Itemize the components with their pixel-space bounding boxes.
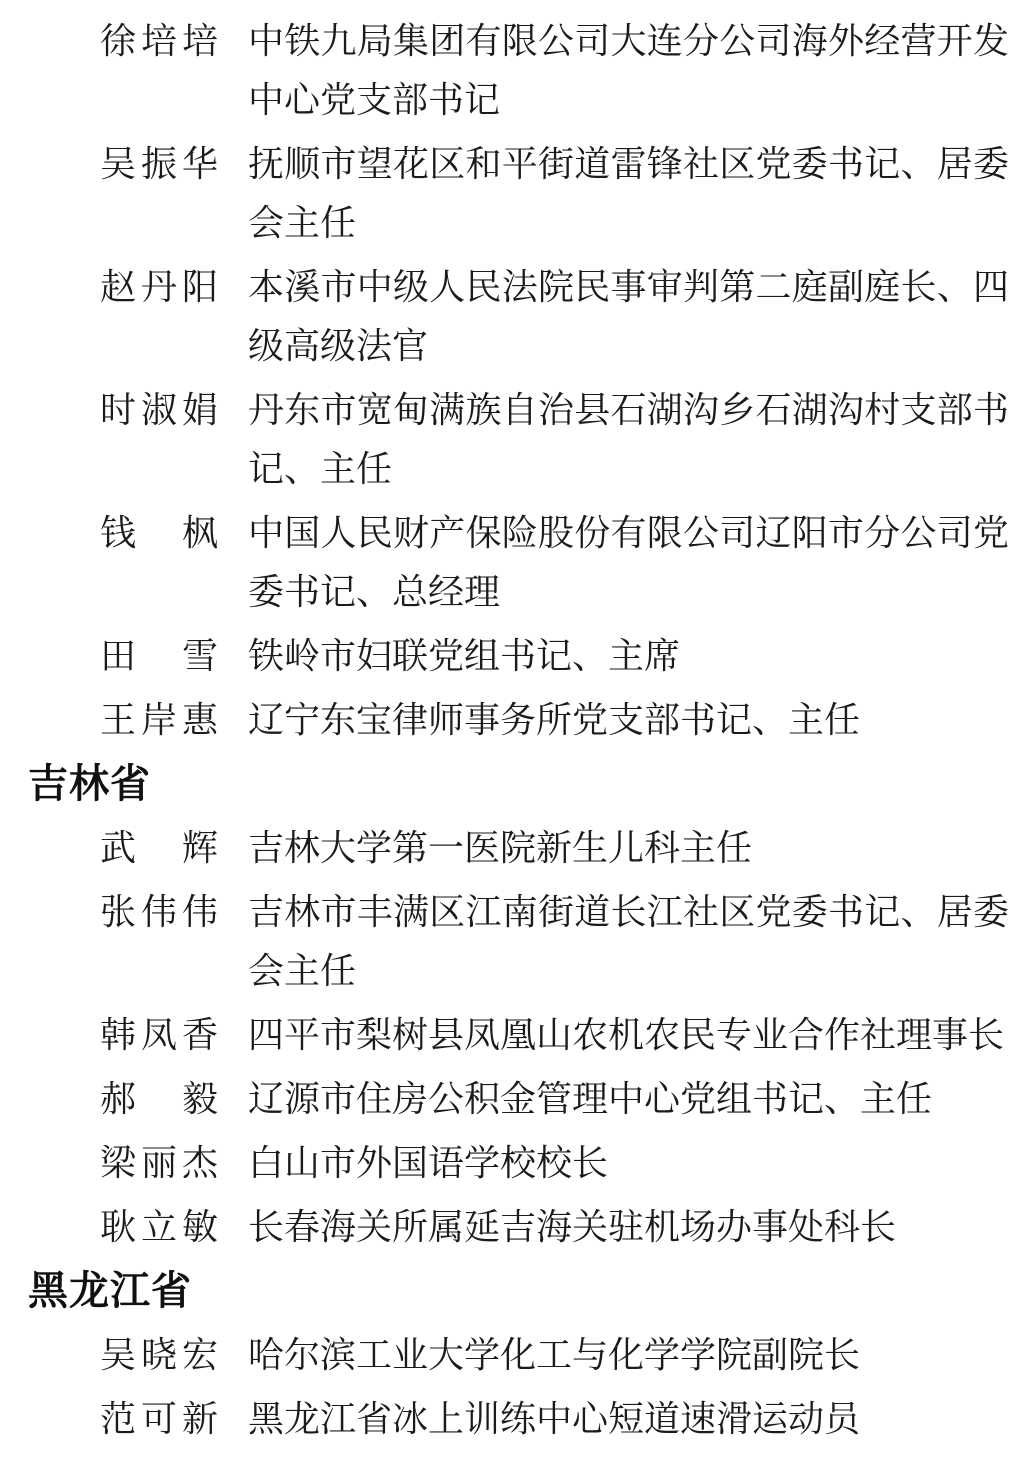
honoree-title: 铁岭市妇联党组书记、主席: [248, 636, 681, 676]
honoree-row: [28, 627, 1009, 686]
honoree-title: 四平市梨树县凤凰山农机农民专业合作社理事长: [248, 1015, 1005, 1055]
honoree-title: 黑龙江省冰上训练中心短道速滑运动员: [248, 1399, 861, 1439]
honoree-title: 吉林市丰满区江南街道长江社区党委书记、居委会主任: [248, 892, 1009, 991]
honoree-name: 武 辉: [100, 828, 218, 868]
honoree-row: [28, 1326, 1009, 1385]
province-header-heilongjiang: 黑龙江省: [28, 1269, 192, 1313]
honoree-title: 中国人民财产保险股份有限公司辽阳市分公司党委书记、总经理: [248, 513, 1009, 612]
honoree-name: 郝 毅: [100, 1079, 218, 1119]
honoree-row: [28, 504, 1009, 622]
honoree-title: 辽源市住房公积金管理中心党组书记、主任: [248, 1079, 933, 1119]
honoree-row: [28, 1390, 1009, 1449]
province-header-jilin: 吉林省: [28, 762, 151, 806]
honoree-name: 张伟伟: [100, 892, 218, 932]
honoree-name: 田 雪: [100, 636, 218, 676]
honoree-name: 钱 枫: [100, 513, 218, 553]
honoree-title: 白山市外国语学校校长: [248, 1143, 609, 1183]
honoree-name: 吴晓宏: [100, 1335, 218, 1375]
honoree-name: 韩凤香: [100, 1015, 218, 1055]
honoree-name: 王岸惠: [100, 700, 218, 740]
honoree-name: 吴振华: [100, 144, 218, 184]
honoree-name: 时淑娟: [100, 390, 218, 430]
honoree-row: [28, 12, 1009, 130]
honoree-title: 中铁九局集团有限公司大连分公司海外经营开发中心党支部书记: [248, 21, 1009, 120]
honoree-name: 徐培培: [100, 21, 218, 61]
honoree-row: [28, 1198, 1009, 1257]
honoree-row: [28, 1134, 1009, 1193]
honoree-title: 本溪市中级人民法院民事审判第二庭副庭长、四级高级法官: [248, 267, 1009, 366]
honoree-title: 长春海关所属延吉海关驻机场办事处科长: [248, 1207, 897, 1247]
honoree-row: [28, 258, 1009, 376]
honoree-title: 抚顺市望花区和平街道雷锋社区党委书记、居委会主任: [248, 144, 1009, 243]
honoree-row: [28, 135, 1009, 253]
honoree-row: [28, 691, 1009, 750]
honoree-row: [28, 381, 1009, 499]
honoree-title: 吉林大学第一医院新生儿科主任: [248, 828, 753, 868]
honoree-name: 赵丹阳: [100, 267, 218, 307]
honoree-row: [28, 883, 1009, 1001]
honoree-row: [28, 819, 1009, 878]
honoree-name: 耿立敏: [100, 1207, 218, 1247]
honoree-title: 哈尔滨工业大学化工与化学学院副院长: [248, 1335, 861, 1375]
honoree-name: 梁丽杰: [100, 1143, 218, 1183]
honoree-title: 辽宁东宝律师事务所党支部书记、主任: [248, 700, 861, 740]
honoree-name: 范可新: [100, 1399, 218, 1439]
honoree-title: 丹东市宽甸满族自治县石湖沟乡石湖沟村支部书记、主任: [248, 390, 1009, 489]
honoree-row: [28, 1070, 1009, 1129]
honoree-row: [28, 1006, 1009, 1065]
